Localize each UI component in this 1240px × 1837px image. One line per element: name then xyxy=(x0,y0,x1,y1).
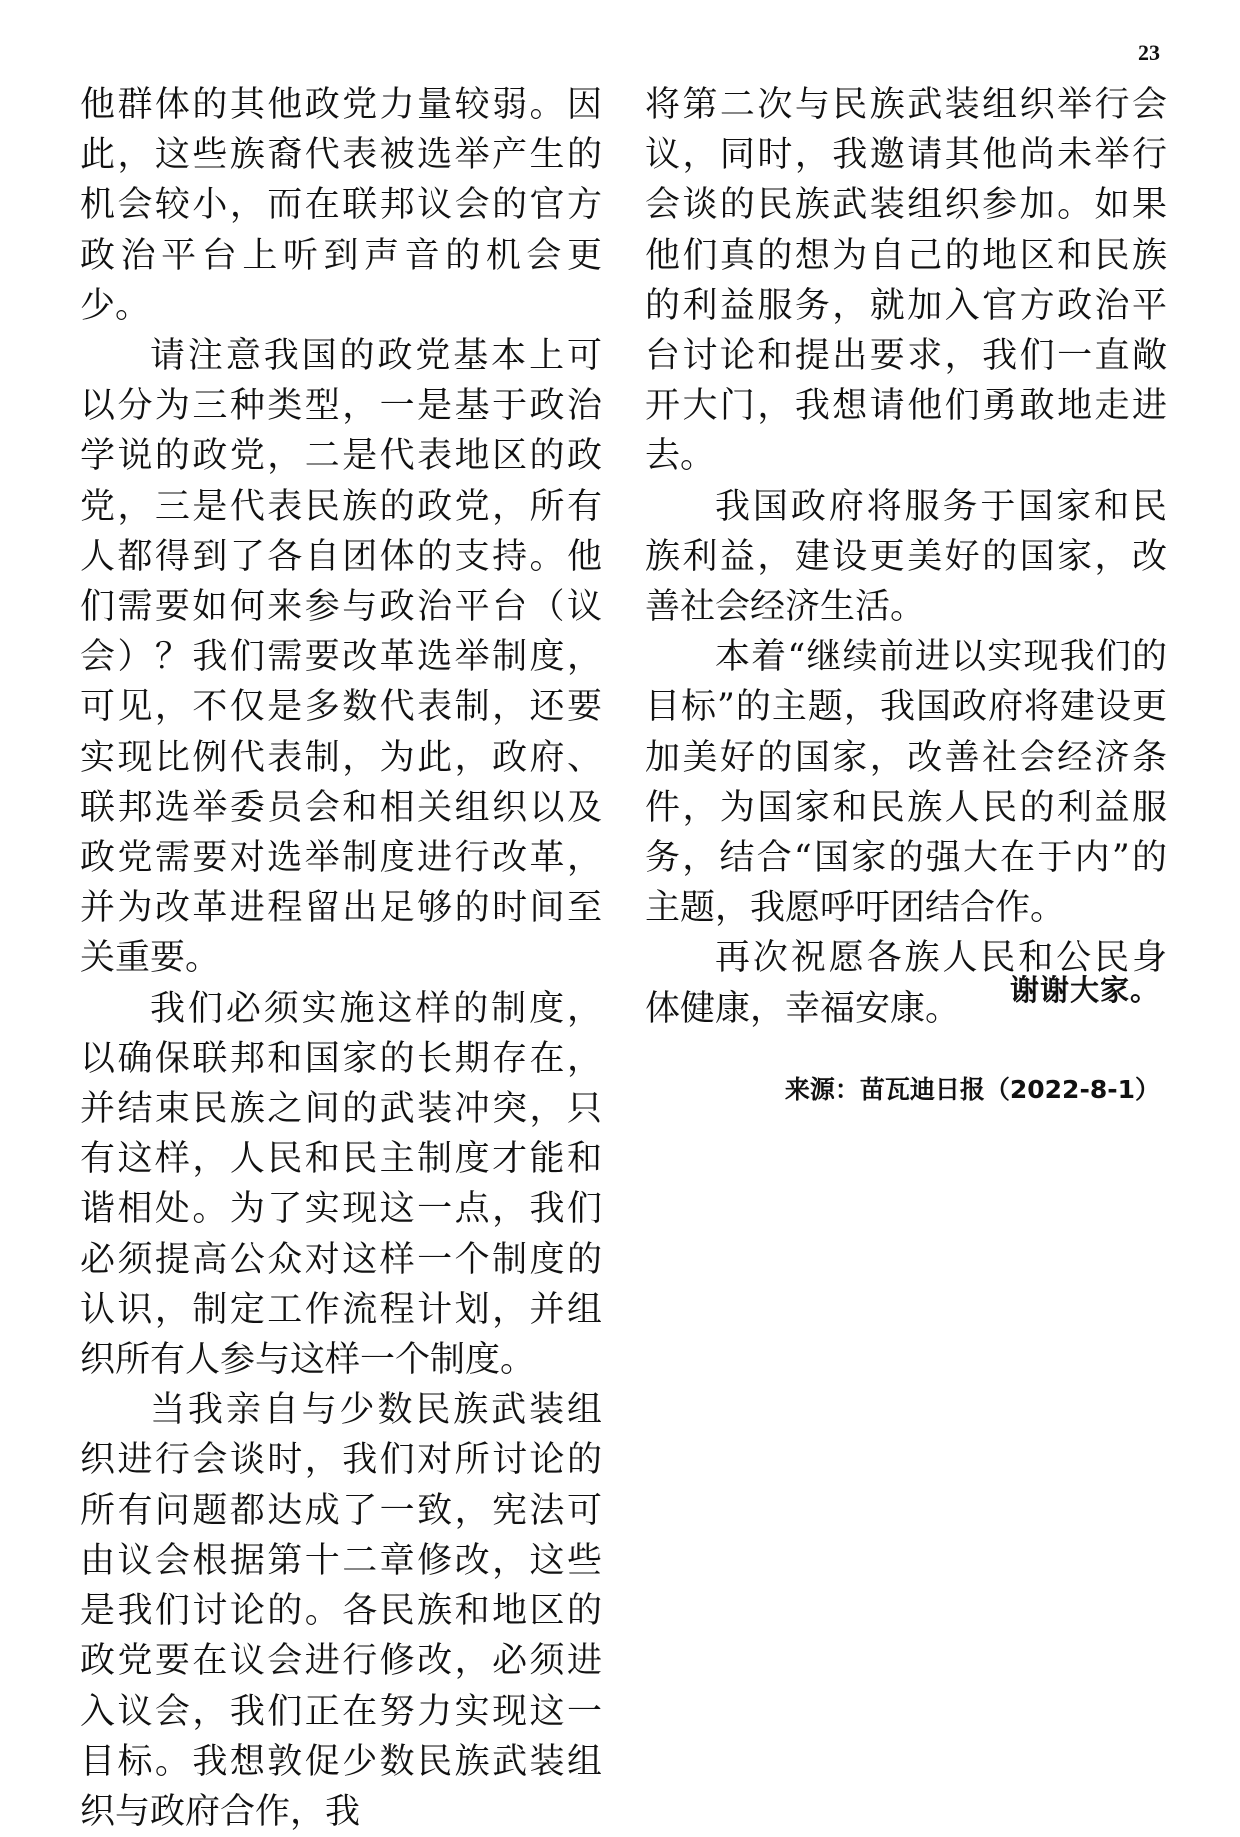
source-citation: 来源：苗瓦迪日报（2022-8-1） xyxy=(784,1075,1160,1104)
right-column xyxy=(645,80,1167,1034)
paragraph: 本着“继续前进以实现我们的目标”的主题，我国政府将建设更加美好的国家，改善社会经济条件，为国家和民族人民的利益服务，结合“国家的强大在于内”的主题，我愿呼吁团结合作。 xyxy=(645,637,1167,929)
page-number: 23 xyxy=(1138,40,1160,65)
paragraph: 请注意我国的政党基本上可以分为三种类型，一是基于政治学说的政党，二是代表地区的政党，三是代表民族的政党，所有人都得到了各自团体的支持。他们需要如何来参与政治平台（议会）？我们需要改革选举制度，可见，不仅是多数代表制，还要实现比例代表制，为此，政府、联邦选举委员会和相关组织以及政党需要对选举制度进行改革，并为改革进程留出足够的时间至关重要。 xyxy=(80,336,602,979)
paragraph: 我们必须实施这样的制度，以确保联邦和国家的长期存在，并结束民族之间的武装冲突，只有这样，人民和民主制度才能和谐相处。为了实现这一点，我们必须提高公众对这样一个制度的认识，制定工作流程计划，并组织所有人参与这样一个制度。 xyxy=(80,988,602,1381)
paragraph: 他群体的其他政党力量较弱。因此，这些族裔代表被选举产生的机会较小，而在联邦议会的官方政治平台上听到声音的机会更少。 xyxy=(80,85,602,326)
paragraph: 我国政府将服务于国家和民族利益，建设更美好的国家，改善社会经济生活。 xyxy=(645,486,1167,628)
left-column xyxy=(80,80,602,1837)
paragraph: 当我亲自与少数民族武装组织进行会谈时，我们对所讨论的所有问题都达成了一致，宪法可由议会根据第十二章修改，这些是我们讨论的。各民族和地区的政党要在议会进行修改，必须进入议会，我们正在努力实现这一目标。我想敦促少数民族武装组织与政府合作，我 xyxy=(80,1390,602,1832)
paragraph: 再次祝愿各族人民和公民身体健康，幸福安康。 xyxy=(645,938,1167,1029)
paragraph: 将第二次与民族武装组织举行会议，同时，我邀请其他尚未举行会谈的民族武装组织参加。如果他们真的想为自己的地区和民族的利益服务，就加入官方政治平台讨论和提出要求，我们一直敞开大门，我想请他们勇敢地走进去。 xyxy=(645,85,1167,477)
closing-thanks: 谢谢大家。 xyxy=(1009,973,1160,1007)
